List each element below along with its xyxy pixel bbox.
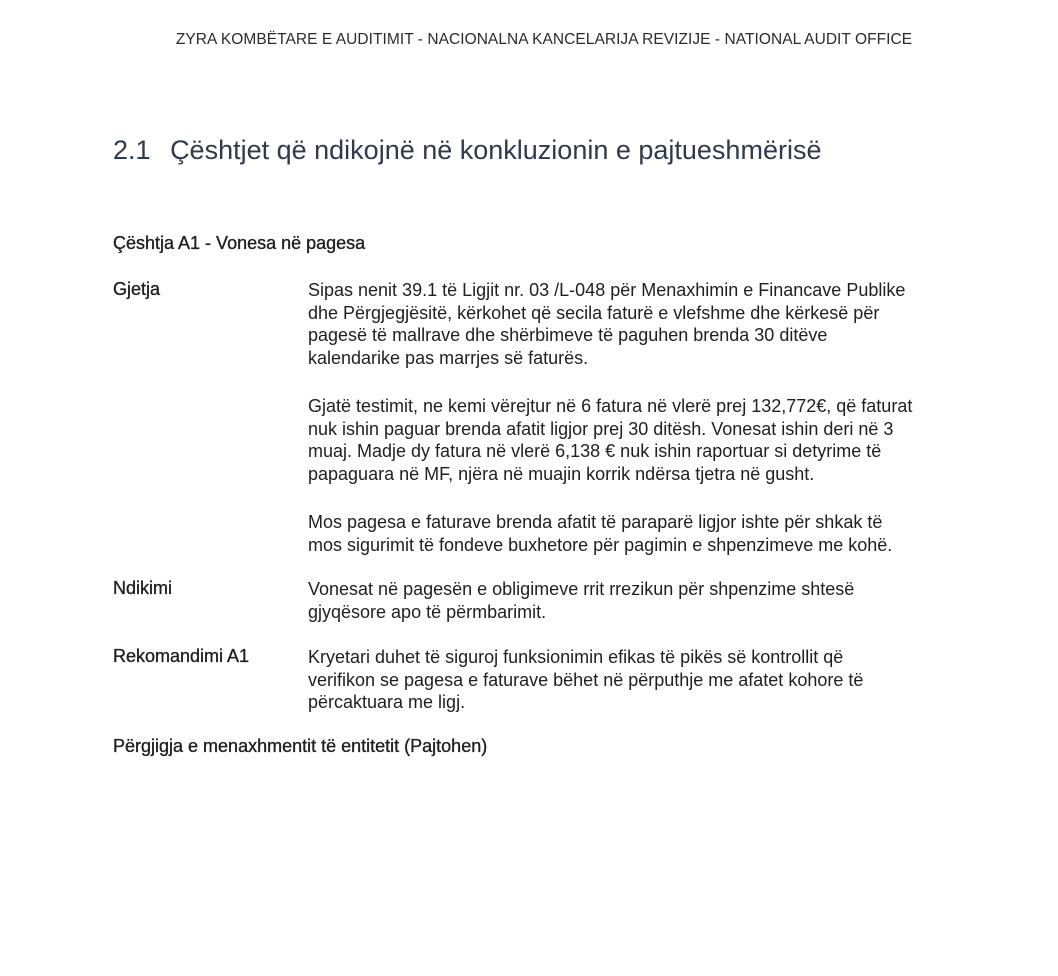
running-header: ZYRA KOMBËTARE E AUDITIMIT - NACIONALNA KANCELARIJA REVIZIJE - NATIONAL AUDIT OFFICE [175,31,913,48]
recommendation-label: Rekomandimi A1 [113,646,250,666]
section-heading [113,135,821,166]
finding-paragraph: Mos pagesa e faturave brenda afatit të paraparë ligjor ishte për shkak të mos sigurimit të fondeve buxhetore për pagimin e shpenzimeve me kohë. [308,512,893,555]
section-number: 2.1 [113,135,151,165]
impact-content [308,578,988,623]
impact-label: Ndikimi [113,578,173,598]
finding-label: Gjetja [113,279,161,299]
impact-text: Vonesat në pagesën e obligimeve rrit rrezikun për shpenzime shtesë gjyqësore apo të përmbarimit. [308,579,855,622]
finding-paragraph: Sipas nenit 39.1 të Ligjit nr. 03 /L-048 për Menaxhimin e Financave Publike dhe Përgjegjësitë, kërkohet që secila faturë e vlefshme dhe kërkesë për pagesë të mallrave dhe shërbimeve të paguhen brenda 30 ditëve kalendarike pas marrjes së faturës. [308,280,906,368]
recommendation-text: Kryetari duhet të siguroj funksionimin efikas të pikës së kontrollit që verifikon se pagesa e faturave bëhet në përputhje me afatet kohore të përcaktuara me ligj. [308,647,864,712]
finding-content [308,279,988,556]
section-title-text: Çështjet që ndikojnë në konkluzionin e pajtueshmërisë [170,135,822,165]
issue-title: Çështja A1 - Vonesa në pagesa [113,233,366,253]
recommendation-content [308,646,988,714]
finding-paragraph: Gjatë testimit, ne kemi vërejtur në 6 fatura në vlerë prej 132,772€, që faturat nuk ishin paguar brenda afatit ligjor prej 30 ditësh. Vonesat ishin deri në 3 muaj. Madje dy fatura në vlerë 6,138 € nuk ishin raportuar si detyrime të papaguara në MF, njëra në muajin korrik ndërsa tjetra në gusht. [308,396,913,484]
management-response-heading: Përgjigja e menaxhmentit të entitetit (Pajtohen) [113,736,488,756]
